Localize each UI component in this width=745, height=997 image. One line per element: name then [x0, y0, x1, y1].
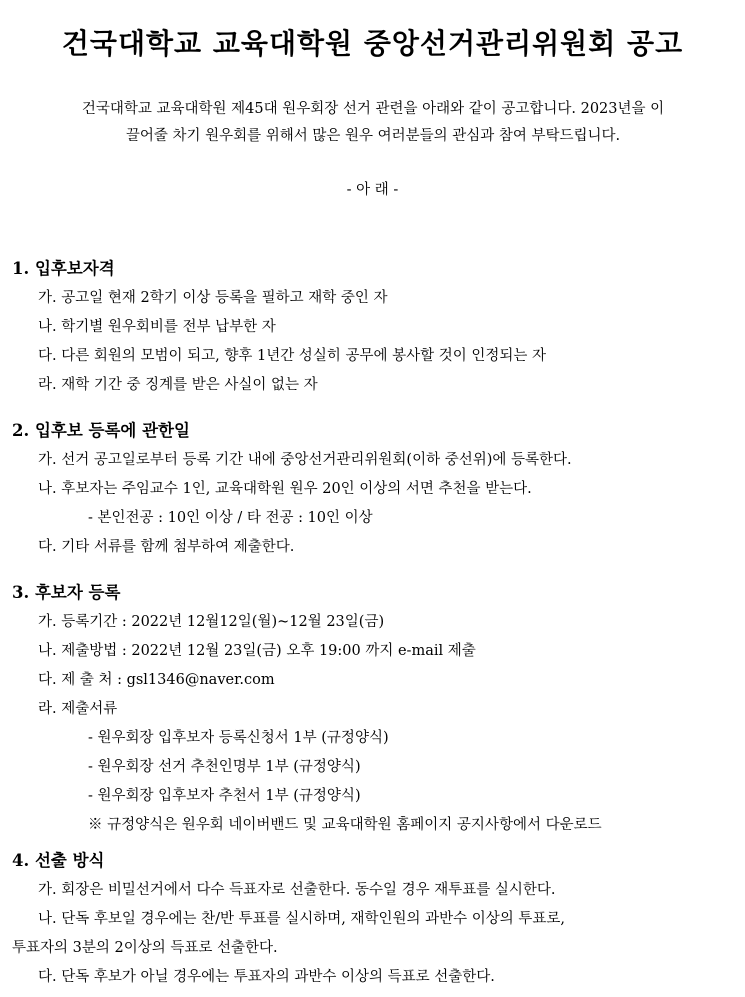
- list-item: 다. 단독 후보가 아닐 경우에는 투표자의 과반수 이상의 득표로 선출한다.: [38, 969, 495, 985]
- list-item: 다. 다른 회원의 모범이 되고, 향후 1년간 성실히 공무에 봉사할 것이 인정되는 자: [38, 348, 546, 364]
- intro-paragraph: [14, 96, 732, 150]
- section-title: 3. 후보자 등록: [12, 583, 121, 602]
- submission-address: 다. 제 출 처 : gsl1346@naver.com: [38, 672, 275, 688]
- list-subitem: - 원우회장 입후보자 등록신청서 1부 (규정양식): [88, 730, 389, 746]
- section-candidate-qualification: [12, 254, 737, 400]
- list-item: 나. 후보자는 주임교수 1인, 교육대학원 원우 20인 이상의 서면 추천을 받는다.: [38, 481, 532, 497]
- list-item: 가. 선거 공고일로부터 등록 기간 내에 중앙선거관리위원회(이하 중선위)에 등록한다.: [38, 452, 572, 468]
- submission-method: 나. 제출방법 : 2022년 12월 23일(금) 오후 19:00 까지 e-mail 제출: [38, 643, 476, 659]
- list-subitem: - 본인전공 : 10인 이상 / 타 전공 : 10인 이상: [88, 510, 373, 526]
- intro-line-1: 건국대학교 교육대학원 제45대 원우회장 선거 관련을 아래와 같이 공고합니다. 2023년을 이: [81, 101, 665, 117]
- list-item: 나. 학기별 원우회비를 전부 납부한 자: [38, 319, 276, 335]
- list-item: 다. 기타 서류를 함께 첨부하여 제출한다.: [38, 539, 295, 555]
- download-note: ※ 규정양식은 원우회 네이버밴드 및 교육대학원 홈페이지 공지사항에서 다운로드: [88, 817, 602, 833]
- section-title: 1. 입후보자격: [12, 259, 115, 278]
- below-marker: - 아 래 -: [346, 182, 399, 198]
- intro-line-2: 끌어줄 차기 원우회를 위해서 많은 원우 여러분들의 관심과 참여 부탁드립니다.: [125, 128, 621, 144]
- registration-period: 가. 등록기간 : 2022년 12월12일(월)~12월 23일(금): [38, 614, 385, 630]
- list-subitem: - 원우회장 입후보자 추천서 1부 (규정양식): [88, 788, 361, 804]
- section-election-method: [12, 846, 737, 992]
- section-title: 4. 선출 방식: [12, 851, 105, 870]
- section-candidate-registration: [12, 578, 737, 840]
- list-item-continuation: 투표자의 3분의 2이상의 득표로 선출한다.: [12, 940, 278, 956]
- list-item: 라. 재학 기간 중 징계를 받은 사실이 없는 자: [38, 377, 318, 393]
- required-documents: 라. 제출서류: [38, 701, 118, 717]
- list-subitem: - 원우회장 선거 추천인명부 1부 (규정양식): [88, 759, 361, 775]
- list-item: 가. 공고일 현재 2학기 이상 등록을 필하고 재학 중인 자: [38, 290, 388, 306]
- list-item: 가. 회장은 비밀선거에서 다수 득표자로 선출한다. 동수일 경우 재투표를 실시한다.: [38, 882, 556, 898]
- section-title: 2. 입후보 등록에 관한일: [12, 421, 190, 440]
- section-registration-matters: [12, 416, 737, 562]
- list-item: 나. 단독 후보일 경우에는 찬/반 투표를 실시하며, 재학인원의 과반수 이상의 투표로,: [38, 911, 566, 927]
- notice-title: 건국대학교 교육대학원 중앙선거관리위원회 공고: [61, 27, 684, 60]
